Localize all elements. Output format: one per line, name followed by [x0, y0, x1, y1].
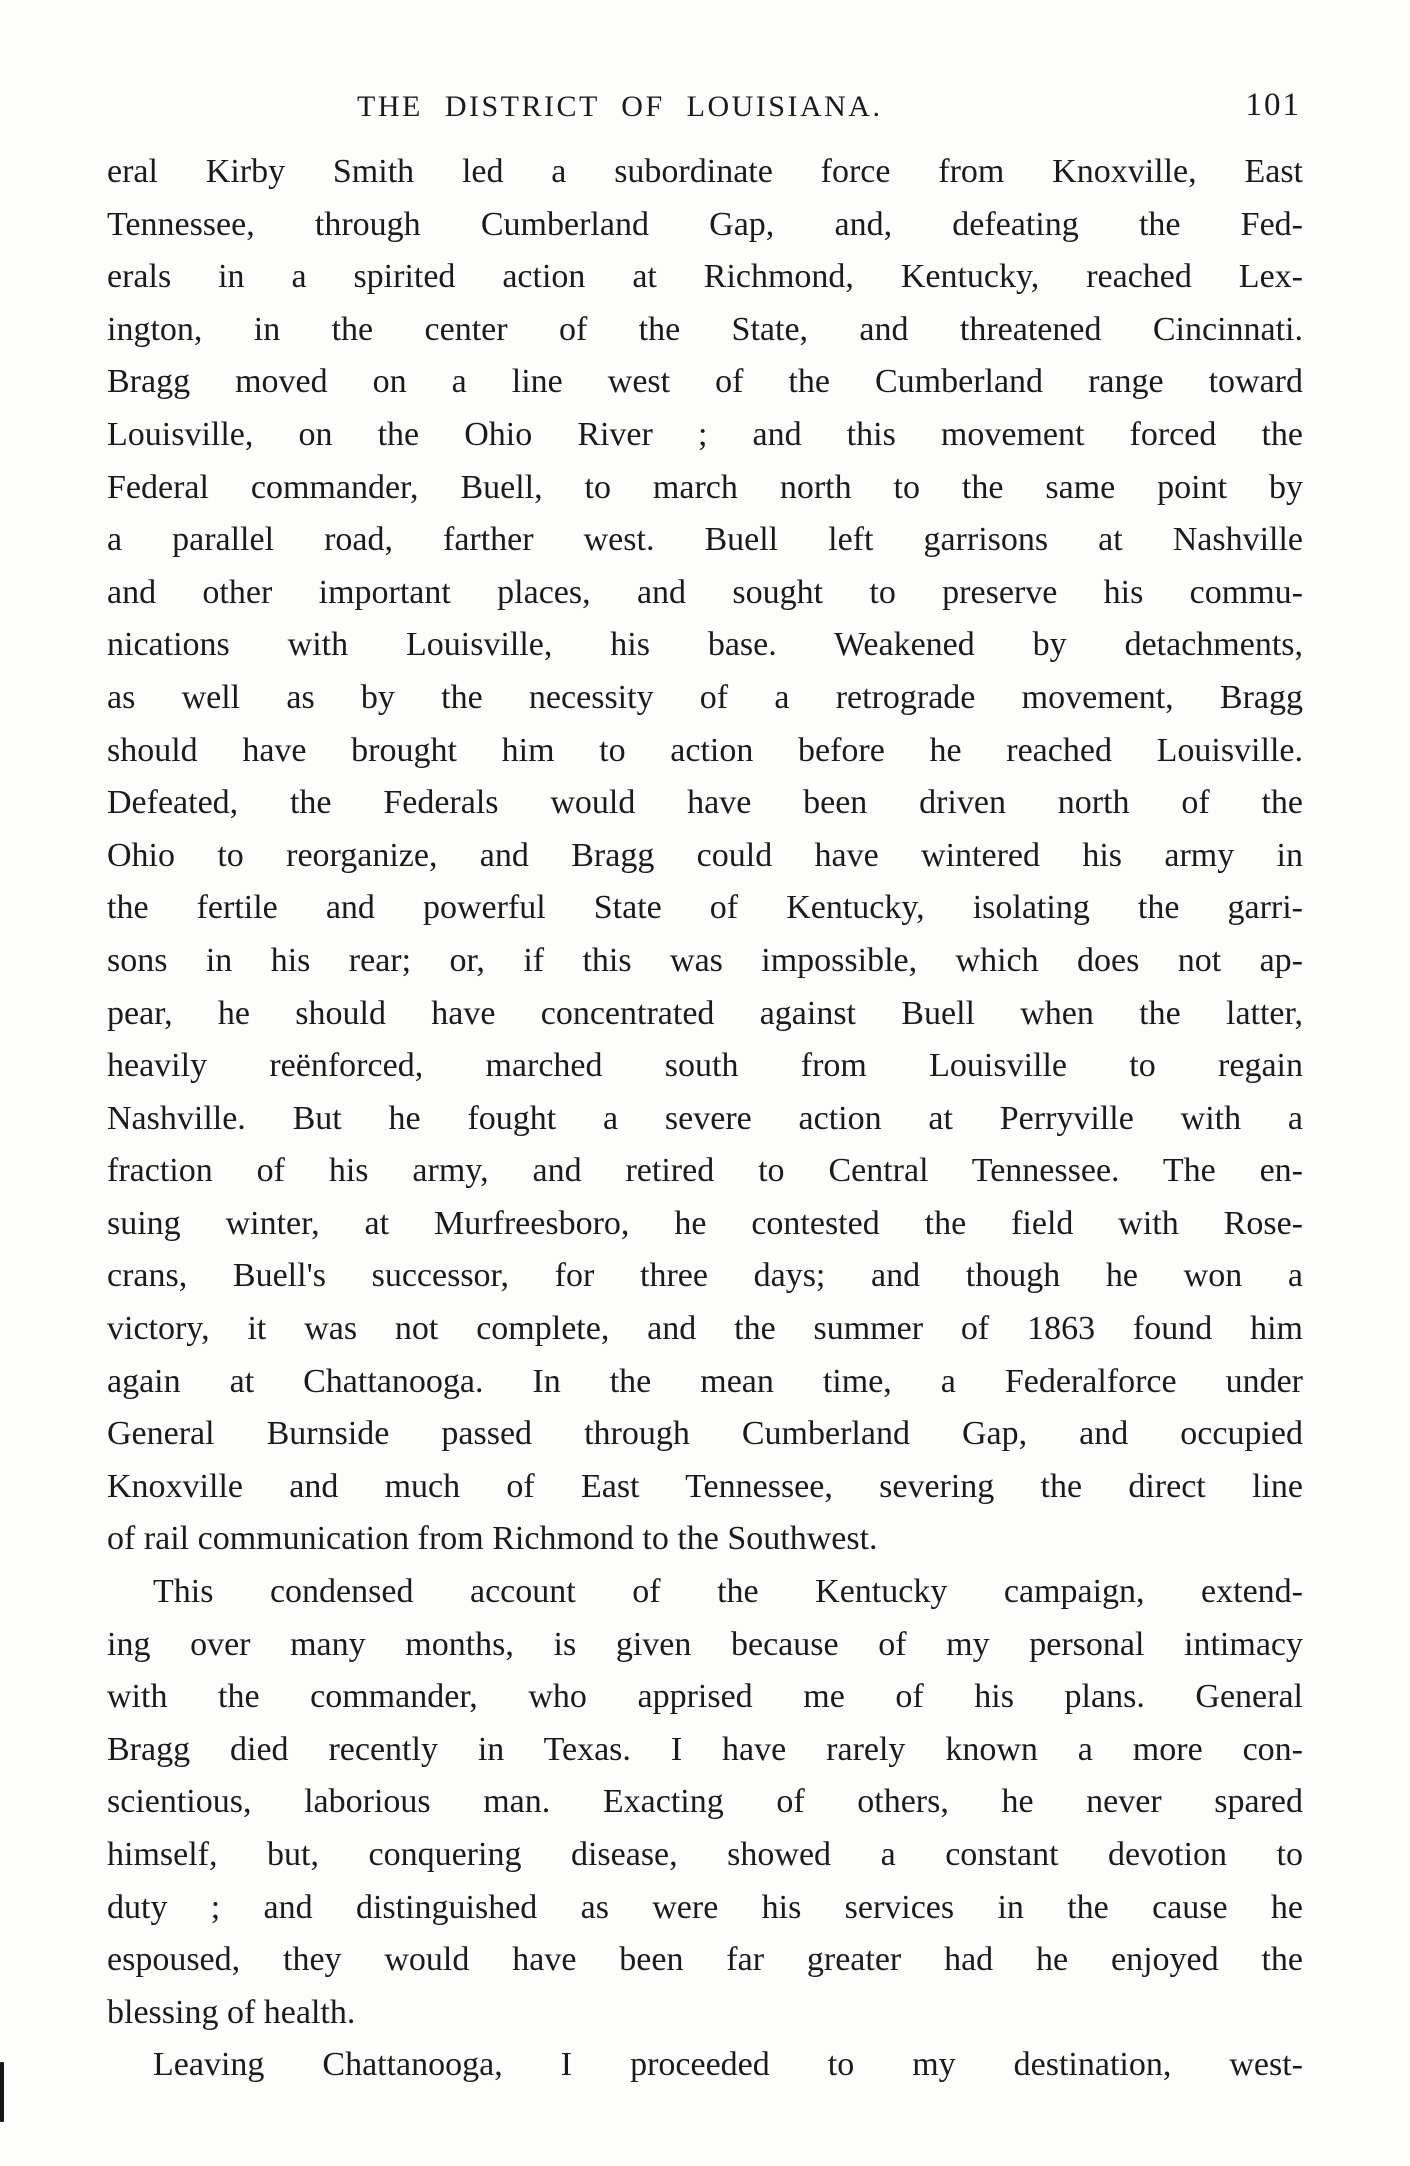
text-line: with the commander, who apprised me of his plans. General — [107, 1678, 1303, 1716]
paragraph — [107, 1566, 1303, 2039]
text-line: espoused, they would have been far greater had he enjoyed the — [107, 1941, 1303, 1979]
text-line: Leaving Chattanooga, I proceeded to my destination, west- — [153, 2046, 1303, 2084]
text-line: victory, it was not complete, and the summer of 1863 found him — [107, 1310, 1303, 1348]
text-line: himself, but, conquering disease, showed a constant devotion to — [107, 1836, 1303, 1873]
text-line: This condensed account of the Kentucky campaign, extend- — [153, 1573, 1303, 1611]
page-number: 101 — [1245, 87, 1301, 123]
text-line: scientious, laborious man. Exacting of others, he never spared — [107, 1783, 1303, 1821]
text-line: Louisville, on the Ohio River ; and this movement forced the — [107, 415, 1303, 453]
text-line: crans, Buell's successor, for three days; and though he won a — [107, 1257, 1303, 1295]
text-line: Ohio to reorganize, and Bragg could have wintered his army in — [107, 836, 1303, 874]
text-line: Tennessee, through Cumberland Gap, and, defeating the Fed- — [107, 205, 1303, 243]
text-line: fraction of his army, and retired to Central Tennessee. The en- — [107, 1152, 1303, 1190]
text-line: General Burnside passed through Cumberland Gap, and occupied — [107, 1415, 1303, 1453]
text-line: ington, in the center of the State, and threatened Cincinnati. — [107, 310, 1303, 348]
text-line: sons in his rear; or, if this was impossible, which does not ap- — [107, 941, 1303, 979]
running-head — [107, 87, 1303, 134]
text-line: of rail communication from Richmond to the Southwest. — [107, 1520, 878, 1558]
text-line: Federal commander, Buell, to march north to the same point by — [107, 468, 1303, 506]
text-line: pear, he should have concentrated against Buell when the latter, — [107, 994, 1303, 1032]
text-line: Nashville. But he fought a severe action at Perryville with a — [107, 1099, 1303, 1137]
text-line: nications with Louisville, his base. Weakened by detachments, — [107, 626, 1303, 664]
paragraph — [107, 2039, 1303, 2092]
scan-artifact — [0, 2062, 4, 2122]
text-line: the fertile and powerful State of Kentucky, isolating the garri- — [107, 889, 1303, 927]
text-line: and other important places, and sought to preserve his commu- — [107, 573, 1303, 611]
text-line: blessing of health. — [107, 1993, 356, 2031]
text-line: Bragg died recently in Texas. I have rarely known a more con- — [107, 1730, 1303, 1768]
body-text — [107, 146, 1303, 2092]
text-line: again at Chattanooga. In the mean time, a Federalforce under — [107, 1362, 1303, 1400]
text-line: heavily reënforced, marched south from Louisville to regain — [107, 1047, 1303, 1085]
text-line: Bragg moved on a line west of the Cumberland range toward — [107, 363, 1303, 401]
text-line: should have brought him to action before he reached Louisville. — [107, 731, 1303, 769]
text-line: erals in a spirited action at Richmond, Kentucky, reached Lex- — [107, 258, 1303, 296]
text-line: as well as by the necessity of a retrograde movement, Bragg — [107, 678, 1303, 716]
text-line: Knoxville and much of East Tennessee, severing the direct line — [107, 1467, 1303, 1505]
text-line: ing over many months, is given because of my personal intimacy — [107, 1625, 1303, 1663]
text-line: Defeated, the Federals would have been driven north of the — [107, 784, 1303, 822]
text-line: duty ; and distinguished as were his services in the cause he — [107, 1888, 1303, 1926]
page-title: THE DISTRICT OF LOUISIANA. — [357, 90, 883, 123]
text-line: a parallel road, farther west. Buell left garrisons at Nashville — [107, 521, 1303, 559]
paragraph — [107, 146, 1303, 1566]
text-line: eral Kirby Smith led a subordinate force from Knoxville, East — [107, 153, 1303, 190]
text-line: suing winter, at Murfreesboro, he contested the field with Rose- — [107, 1204, 1303, 1242]
